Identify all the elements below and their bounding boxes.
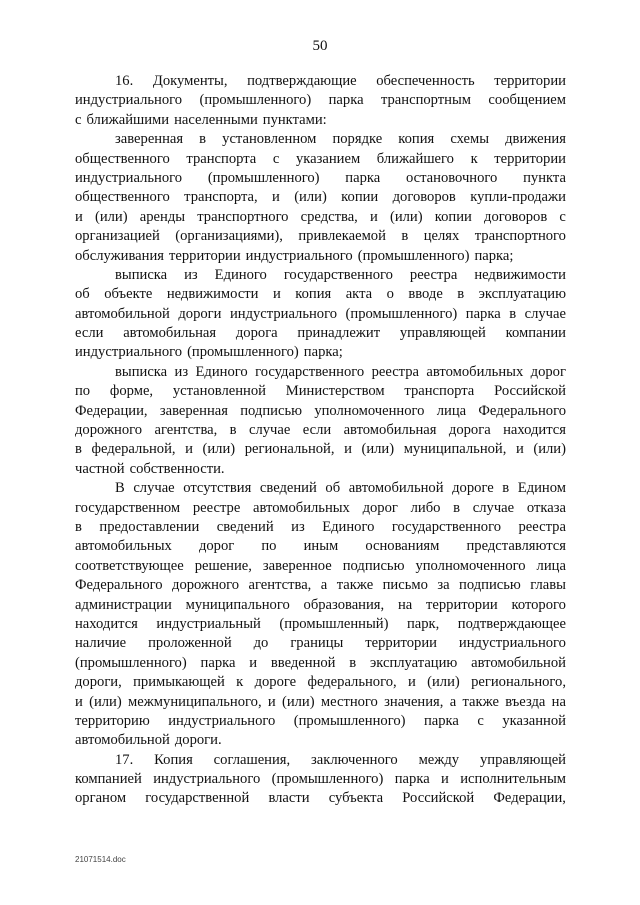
text-line: находится индустриальный (промышленный) парк, подтверждающее [75,615,566,632]
text-line: если автомобильная дорога принадлежит управляющей компании [75,325,566,342]
document-body [75,72,566,809]
file-name-footer: 21071514.doc [75,855,126,864]
text-line: и (или) межмуниципального, и (или) местного значения, а также въезда на [75,693,566,710]
text-line: заверенная в установленном порядке копия схемы движения [115,131,566,148]
text-line: и (или) аренды транспортного средства, и (или) копии договоров с [75,208,566,225]
text-line: компанией индустриального (промышленного) парка и исполнительным [75,771,566,788]
text-line: обслуживания территории индустриального (промышленного) парка; [75,247,514,264]
text-line: соответствующее решение, заверенное подписью уполномоченного лица [75,557,566,574]
text-line: с ближайшими населенными пунктами: [75,111,327,128]
text-line: автомобильных дорог по иным основаниям представляются [75,538,566,555]
text-line: частной собственности. [75,460,225,477]
text-line: в предоставлении сведений из Единого государственного реестра [75,518,566,535]
text-line: (промышленного) парка и введенной в эксплуатацию автомобильной [75,654,566,671]
text-line: дорожного агентства, в случае если автомобильная дорога находится [75,422,566,439]
text-line: выписка из Единого государственного реестра недвижимости [115,266,566,283]
text-line: администрации муниципального образования, на территории которого [75,596,566,613]
text-line: индустриального (промышленного) парка транспортным сообщением [75,92,566,109]
text-line: В случае отсутствия сведений об автомобильной дороге в Едином [115,480,566,497]
text-line: об объекте недвижимости и копия акта о вводе в эксплуатацию [75,286,566,303]
text-line: автомобильной дороги. [75,732,222,749]
text-line: индустриального (промышленного) парка остановочного пункта [75,169,566,186]
text-line: общественного транспорта с указанием ближайшего к территории [75,150,566,167]
text-line: дороги, примыкающей к дороге федерального, и (или) регионального, [75,674,566,691]
text-line: автомобильной дороги индустриального (промышленного) парка в случае [75,305,566,322]
text-line: наличие проложенной до границы территории индустриального [75,635,566,652]
text-line: индустриального (промышленного) парка; [75,344,343,361]
text-line: в федеральной, и (или) региональной, и (или) муниципальной, и (или) [75,441,566,458]
text-line: выписка из Единого государственного реестра автомобильных дорог [115,363,566,380]
text-line: 17. Копия соглашения, заключенного между управляющей [115,751,566,768]
text-line: по форме, установленной Министерством транспорта Российской [75,383,566,400]
text-line: территорию индустриального (промышленного) парка с указанной [75,712,566,729]
text-line: государственном реестре автомобильных дорог либо в случае отказа [75,499,566,516]
text-line: Федерации, заверенная подписью уполномоченного лица Федерального [75,402,566,419]
text-line: органом государственной власти субъекта Российской Федерации, [75,790,566,807]
text-line: организацией (организациями), привлекаемой в целях транспортного [75,228,566,245]
text-line: 16. Документы, подтверждающие обеспеченность территории [115,73,566,89]
text-line: Федерального дорожного агентства, а также письмо за подписью главы [75,577,566,594]
text-line: общественного транспорта, и (или) копии договоров купли-продажи [75,189,566,206]
page-number: 50 [312,38,328,54]
